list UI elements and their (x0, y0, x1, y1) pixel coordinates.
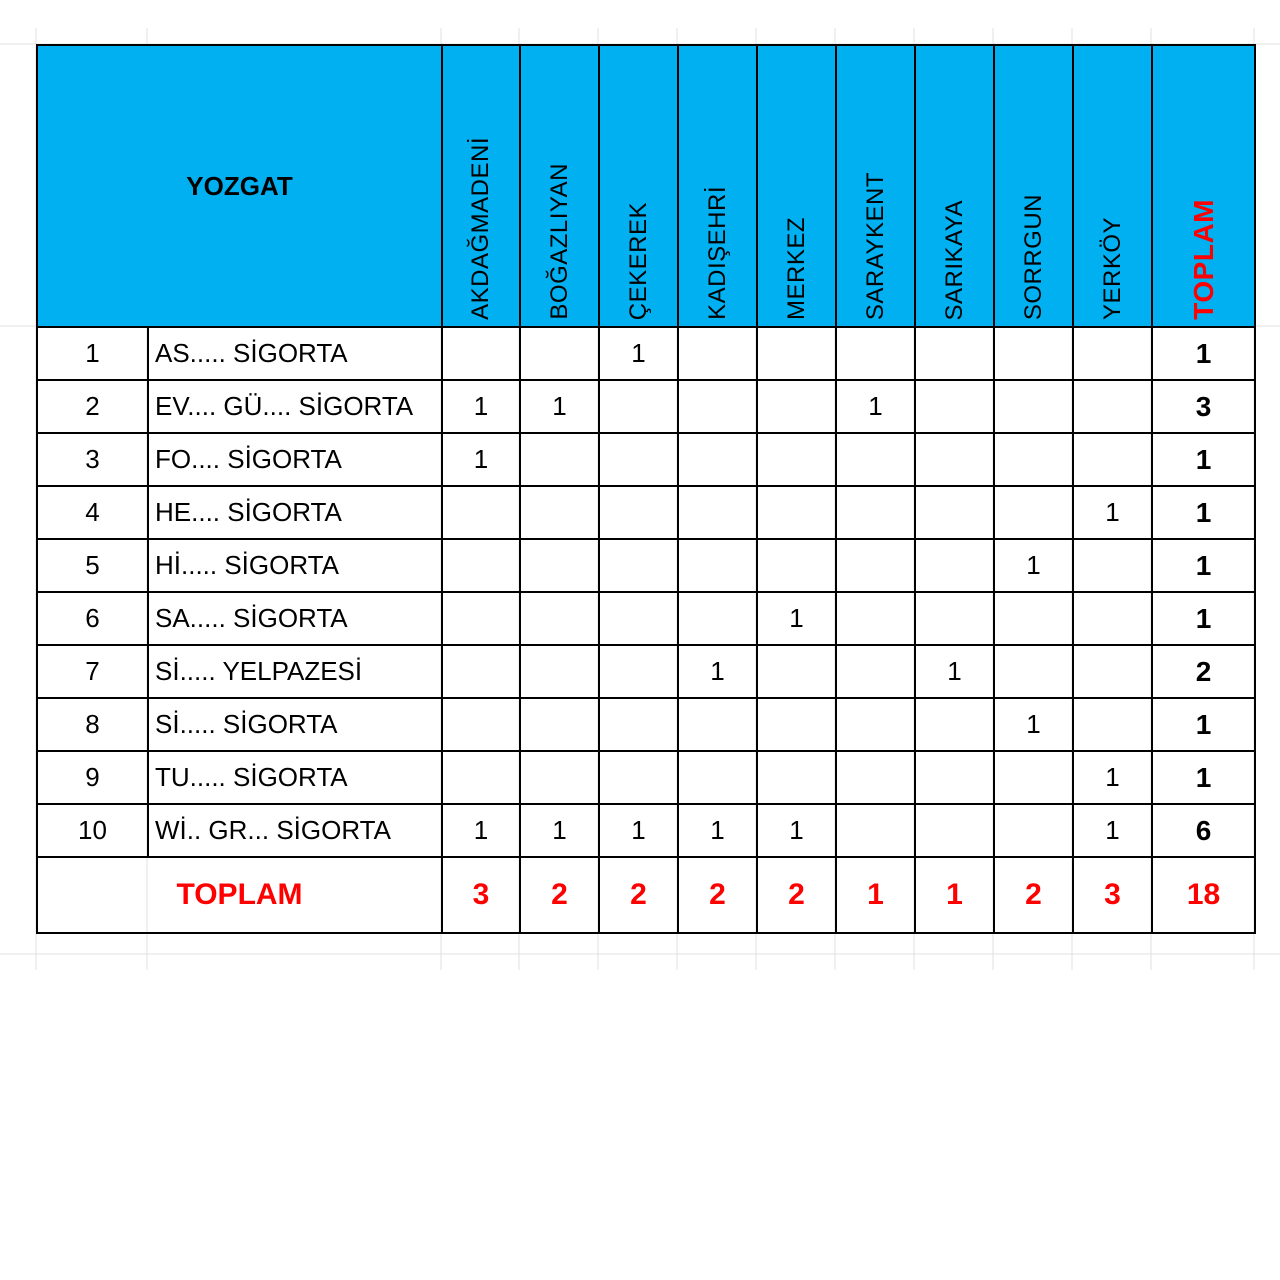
value-cell[interactable] (915, 486, 994, 539)
row-total[interactable]: 1 (1152, 592, 1255, 645)
footer-total-label[interactable]: TOPLAM (37, 857, 442, 933)
footer-column-total[interactable]: 2 (678, 857, 757, 933)
row-index[interactable]: 2 (37, 380, 148, 433)
footer-column-total[interactable]: 3 (442, 857, 520, 933)
value-cell[interactable] (915, 751, 994, 804)
value-cell[interactable] (442, 698, 520, 751)
table-row (37, 804, 1255, 857)
row-total[interactable]: 2 (1152, 645, 1255, 698)
column-header[interactable] (1073, 45, 1152, 327)
value-cell[interactable] (757, 327, 836, 380)
value-cell[interactable] (994, 433, 1073, 486)
table-row (37, 327, 1255, 380)
footer-column-total[interactable]: 2 (994, 857, 1073, 933)
value-cell[interactable] (520, 592, 599, 645)
value-cell[interactable]: 1 (1073, 751, 1152, 804)
value-cell[interactable] (757, 486, 836, 539)
value-cell[interactable] (757, 698, 836, 751)
value-cell[interactable] (994, 645, 1073, 698)
value-cell[interactable] (1073, 698, 1152, 751)
column-header-label: SARIKAYA (940, 199, 968, 320)
value-cell[interactable] (678, 592, 757, 645)
column-header[interactable] (442, 45, 520, 327)
value-cell[interactable]: 1 (994, 539, 1073, 592)
value-cell[interactable]: 1 (915, 645, 994, 698)
value-cell[interactable] (836, 592, 915, 645)
row-index[interactable]: 1 (37, 327, 148, 380)
company-name[interactable]: Sİ..... YELPAZESİ (148, 645, 442, 698)
value-cell[interactable]: 1 (1073, 804, 1152, 857)
value-cell[interactable] (836, 698, 915, 751)
value-cell[interactable] (520, 645, 599, 698)
row-total[interactable]: 1 (1152, 433, 1255, 486)
company-name[interactable]: EV.... GÜ.... SİGORTA (148, 380, 442, 433)
value-cell[interactable] (836, 486, 915, 539)
value-cell[interactable] (1073, 592, 1152, 645)
row-index[interactable]: 9 (37, 751, 148, 804)
value-cell[interactable] (599, 433, 678, 486)
value-cell[interactable] (994, 327, 1073, 380)
value-cell[interactable] (442, 327, 520, 380)
row-index[interactable]: 8 (37, 698, 148, 751)
value-cell[interactable] (915, 592, 994, 645)
value-cell[interactable] (836, 327, 915, 380)
value-cell[interactable] (1073, 433, 1152, 486)
value-cell[interactable] (599, 751, 678, 804)
value-cell[interactable] (442, 645, 520, 698)
value-cell[interactable] (915, 539, 994, 592)
value-cell[interactable] (599, 486, 678, 539)
row-total[interactable]: 1 (1152, 751, 1255, 804)
footer-total-row (37, 857, 1255, 933)
value-cell[interactable] (442, 486, 520, 539)
value-cell[interactable] (1073, 380, 1152, 433)
row-total[interactable]: 1 (1152, 327, 1255, 380)
value-cell[interactable] (757, 751, 836, 804)
header-row (37, 45, 1255, 327)
value-cell[interactable]: 1 (757, 592, 836, 645)
value-cell[interactable] (599, 592, 678, 645)
value-cell[interactable] (836, 433, 915, 486)
company-name[interactable]: FO.... SİGORTA (148, 433, 442, 486)
value-cell[interactable]: 1 (678, 804, 757, 857)
row-index[interactable]: 7 (37, 645, 148, 698)
value-cell[interactable] (520, 486, 599, 539)
company-name[interactable]: Wİ.. GR... SİGORTA (148, 804, 442, 857)
column-header-label: MERKEZ (782, 216, 810, 320)
value-cell[interactable] (520, 751, 599, 804)
column-header-label: YERKÖY (1098, 216, 1126, 320)
value-cell[interactable] (915, 433, 994, 486)
value-cell[interactable] (994, 592, 1073, 645)
insurance-table (36, 44, 1256, 934)
value-cell[interactable] (1073, 327, 1152, 380)
value-cell[interactable] (757, 380, 836, 433)
column-header-label: SARAYKENT (861, 171, 889, 320)
value-cell[interactable] (678, 698, 757, 751)
value-cell[interactable] (757, 433, 836, 486)
row-index[interactable]: 10 (37, 804, 148, 857)
value-cell[interactable]: 1 (520, 380, 599, 433)
company-name[interactable]: HE.... SİGORTA (148, 486, 442, 539)
table-row (37, 433, 1255, 486)
value-cell[interactable] (1073, 645, 1152, 698)
value-cell[interactable] (678, 486, 757, 539)
value-cell[interactable] (836, 804, 915, 857)
column-header[interactable] (757, 45, 836, 327)
value-cell[interactable] (836, 645, 915, 698)
value-cell[interactable] (442, 539, 520, 592)
row-total[interactable]: 3 (1152, 380, 1255, 433)
total-column-header-label: TOPLAM (1187, 199, 1219, 320)
grand-total[interactable]: 18 (1152, 857, 1255, 933)
value-cell[interactable] (678, 433, 757, 486)
company-name[interactable]: Hİ..... SİGORTA (148, 539, 442, 592)
table-row (37, 486, 1255, 539)
table-row (37, 380, 1255, 433)
column-header[interactable] (994, 45, 1073, 327)
region-title[interactable]: YOZGAT (37, 45, 442, 327)
value-cell[interactable] (915, 698, 994, 751)
row-total[interactable]: 1 (1152, 486, 1255, 539)
value-cell[interactable] (836, 751, 915, 804)
row-index[interactable]: 4 (37, 486, 148, 539)
table-row (37, 751, 1255, 804)
table-row (37, 698, 1255, 751)
value-cell[interactable] (599, 380, 678, 433)
value-cell[interactable] (520, 327, 599, 380)
value-cell[interactable] (994, 751, 1073, 804)
company-name[interactable]: SA..... SİGORTA (148, 592, 442, 645)
table-body (37, 327, 1255, 857)
column-header-label: SORRGUN (1019, 193, 1047, 320)
value-cell[interactable]: 1 (442, 380, 520, 433)
footer-column-total[interactable]: 2 (599, 857, 678, 933)
row-index[interactable]: 3 (37, 433, 148, 486)
value-cell[interactable]: 1 (757, 804, 836, 857)
value-cell[interactable] (520, 433, 599, 486)
value-cell[interactable] (678, 751, 757, 804)
value-cell[interactable]: 1 (836, 380, 915, 433)
value-cell[interactable] (757, 645, 836, 698)
value-cell[interactable]: 1 (678, 645, 757, 698)
value-cell[interactable]: 1 (442, 433, 520, 486)
value-cell[interactable] (678, 327, 757, 380)
column-header[interactable] (520, 45, 599, 327)
company-name[interactable]: AS..... SİGORTA (148, 327, 442, 380)
column-header[interactable] (836, 45, 915, 327)
value-cell[interactable] (599, 539, 678, 592)
value-cell[interactable] (520, 698, 599, 751)
value-cell[interactable] (1073, 539, 1152, 592)
row-index[interactable]: 5 (37, 539, 148, 592)
value-cell[interactable] (994, 804, 1073, 857)
value-cell[interactable] (442, 592, 520, 645)
value-cell[interactable] (994, 380, 1073, 433)
value-cell[interactable] (678, 380, 757, 433)
table-row (37, 645, 1255, 698)
value-cell[interactable] (915, 327, 994, 380)
column-header-label: ÇEKEREK (624, 201, 652, 320)
column-header-label: BOĞAZLIYAN (545, 163, 573, 320)
value-cell[interactable] (836, 539, 915, 592)
row-total[interactable]: 1 (1152, 698, 1255, 751)
value-cell[interactable]: 1 (442, 804, 520, 857)
footer-column-total[interactable]: 2 (757, 857, 836, 933)
company-name[interactable]: Sİ..... SİGORTA (148, 698, 442, 751)
column-header[interactable] (915, 45, 994, 327)
value-cell[interactable]: 1 (599, 327, 678, 380)
value-cell[interactable] (994, 486, 1073, 539)
value-cell[interactable] (915, 380, 994, 433)
value-cell[interactable]: 1 (994, 698, 1073, 751)
total-column-header[interactable] (1152, 45, 1255, 327)
value-cell[interactable]: 1 (520, 804, 599, 857)
column-header[interactable] (678, 45, 757, 327)
footer-column-total[interactable]: 1 (915, 857, 994, 933)
value-cell[interactable]: 1 (1073, 486, 1152, 539)
column-header-label: KADIŞEHRİ (703, 186, 731, 320)
value-cell[interactable] (520, 539, 599, 592)
company-name[interactable]: TU..... SİGORTA (148, 751, 442, 804)
table-row (37, 539, 1255, 592)
footer-column-total[interactable]: 2 (520, 857, 599, 933)
value-cell[interactable] (442, 751, 520, 804)
value-cell[interactable] (915, 804, 994, 857)
value-cell[interactable] (599, 698, 678, 751)
column-header[interactable] (599, 45, 678, 327)
value-cell[interactable]: 1 (599, 804, 678, 857)
row-total[interactable]: 1 (1152, 539, 1255, 592)
row-total[interactable]: 6 (1152, 804, 1255, 857)
table-row (37, 592, 1255, 645)
column-header-label: AKDAĞMADENİ (467, 137, 494, 320)
footer-column-total[interactable]: 1 (836, 857, 915, 933)
value-cell[interactable] (678, 539, 757, 592)
row-index[interactable]: 6 (37, 592, 148, 645)
value-cell[interactable] (757, 539, 836, 592)
footer-column-total[interactable]: 3 (1073, 857, 1152, 933)
value-cell[interactable] (599, 645, 678, 698)
